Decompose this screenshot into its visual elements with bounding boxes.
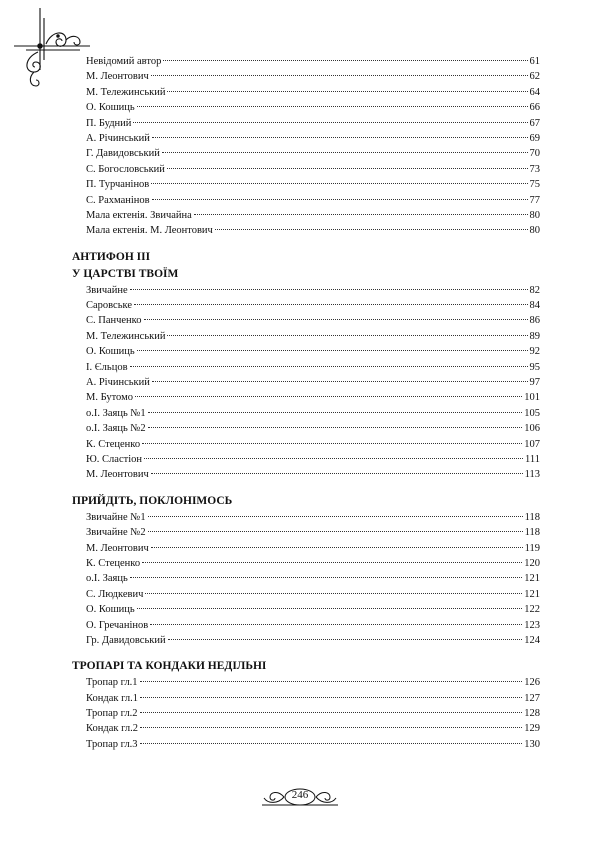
dot-leader	[167, 91, 527, 92]
dot-leader	[152, 137, 528, 138]
toc-entry-page: 124	[524, 634, 540, 646]
toc-entry-label: Кондак гл.1	[86, 692, 138, 704]
toc-entry-page: 107	[524, 438, 540, 450]
toc-entry-label: Тропар гл.3	[86, 738, 138, 750]
dot-leader	[152, 199, 528, 200]
toc-entry-page: 97	[529, 377, 540, 389]
toc-entry-page: 92	[529, 346, 540, 358]
toc-entry[interactable]	[72, 691, 540, 706]
dot-leader	[151, 473, 523, 474]
toc-entry[interactable]	[72, 452, 540, 467]
dot-leader	[140, 743, 523, 744]
toc-entry-label: Звичайне №1	[86, 511, 146, 523]
toc-entry-label: Тропар гл.2	[86, 708, 138, 720]
toc-entry-page: 86	[529, 315, 540, 327]
toc-entry-label: О. Гречанінов	[86, 619, 149, 631]
toc-entry[interactable]	[72, 85, 540, 100]
section-spacer	[72, 483, 540, 493]
section-title: ТРОПАРІ ТА КОНДАКИ НЕДІЛЬНІ	[72, 660, 267, 673]
dot-leader	[140, 712, 523, 713]
dot-leader	[140, 697, 522, 698]
toc-entry-page: 82	[529, 284, 540, 296]
dot-leader	[133, 122, 527, 123]
dot-leader	[135, 396, 522, 397]
toc-entry[interactable]	[72, 437, 540, 452]
section-title: У ЦАРСТВІ ТВОЇМ	[72, 267, 179, 280]
section-title: АНТИФОН ІІІ	[72, 250, 151, 263]
toc-section	[72, 266, 540, 483]
toc-section	[72, 658, 540, 752]
toc-entry-page: 61	[529, 56, 540, 67]
toc-entry[interactable]	[72, 587, 540, 602]
toc-entry[interactable]	[72, 100, 540, 115]
dot-leader	[130, 289, 528, 290]
toc-entry-page: 67	[529, 117, 540, 129]
toc-entry[interactable]	[72, 618, 540, 633]
toc-entry-label: С. Людкевич	[86, 588, 144, 600]
toc-entry[interactable]	[72, 344, 540, 359]
toc-entry-page: 128	[524, 708, 540, 720]
dot-leader	[150, 624, 522, 625]
toc-entry[interactable]	[72, 298, 540, 313]
toc-entry-label: А. Річинський	[86, 377, 150, 389]
toc-entry-label: Ю. Сластіон	[86, 453, 142, 465]
toc-entry-label: Саровське	[86, 300, 133, 312]
toc-entry[interactable]	[72, 675, 540, 690]
dot-leader	[168, 639, 523, 640]
dot-leader	[130, 577, 522, 578]
dot-leader	[142, 562, 522, 563]
toc-entry[interactable]	[72, 177, 540, 192]
dot-leader	[167, 168, 528, 169]
section-spacer	[72, 239, 540, 249]
toc-entry-label: П. Будний	[86, 117, 132, 129]
toc-entry-page: 73	[529, 163, 540, 175]
toc-entry-label: Мала ектенія. М. Леонтович	[86, 225, 213, 237]
toc-entry-page: 64	[529, 86, 540, 98]
toc-entry-label: М. Леонтович	[86, 542, 149, 554]
toc-entry[interactable]	[72, 146, 540, 161]
toc-entry-label: С. Панченко	[86, 315, 142, 327]
toc-entry[interactable]	[72, 375, 540, 390]
toc-entry-page: 111	[525, 453, 540, 465]
toc-entry[interactable]	[72, 421, 540, 436]
toc-entry-page: 62	[529, 71, 540, 83]
toc-entry-label: Г. Давидовський	[86, 148, 160, 160]
dot-leader	[144, 319, 528, 320]
toc-entry-label: О. Кошиць	[86, 604, 135, 616]
toc-entry-page: 129	[524, 723, 540, 735]
dot-leader	[148, 412, 523, 413]
toc-entry[interactable]	[72, 510, 540, 525]
toc-entry-page: 105	[524, 407, 540, 419]
toc-entry-label: О. Кошиць	[86, 102, 135, 114]
toc-entry-page: 126	[524, 677, 540, 689]
dot-leader	[130, 366, 528, 367]
toc-entry[interactable]	[72, 223, 540, 238]
toc-entry-page: 118	[524, 511, 540, 523]
toc-entry[interactable]	[72, 633, 540, 648]
toc-entry[interactable]	[72, 541, 540, 556]
toc-entry-label: о.І. Заяць	[86, 573, 128, 585]
toc-entry-page: 106	[524, 423, 540, 435]
toc-entry-page: 113	[524, 469, 540, 481]
toc-entry-label: Кондак гл.2	[86, 723, 138, 735]
toc-entry[interactable]	[72, 390, 540, 405]
toc-entry-page: 75	[529, 179, 540, 191]
toc-entry[interactable]	[72, 556, 540, 571]
toc-entry-page: 70	[529, 148, 540, 160]
toc-entry-page: 123	[524, 619, 540, 631]
toc-entry-label: К. Стеценко	[86, 557, 141, 569]
table-of-contents	[72, 54, 540, 752]
toc-entry-page: 120	[524, 557, 540, 569]
dot-leader	[137, 350, 528, 351]
toc-entry-label: Гр. Давидовський	[86, 634, 166, 646]
toc-entry-page: 127	[524, 692, 540, 704]
toc-entry[interactable]	[72, 162, 540, 177]
toc-entry-label: о.І. Заяць №2	[86, 423, 146, 435]
toc-entry[interactable]	[72, 467, 540, 482]
toc-entry-page: 80	[529, 225, 540, 237]
dot-leader	[148, 427, 523, 428]
toc-entry-label: К. Стеценко	[86, 438, 141, 450]
toc-entry-label: М. Тележинський	[86, 330, 166, 342]
toc-entry-label: С. Рахманінов	[86, 194, 150, 206]
dot-leader	[148, 516, 523, 517]
toc-entry-label: Звичайне №2	[86, 527, 146, 539]
toc-entry-page: 84	[529, 300, 540, 312]
toc-entry-page: 89	[529, 330, 540, 342]
section-title: ПРИЙДІТЬ, ПОКЛОНІМОСЬ	[72, 494, 233, 507]
toc-section	[72, 493, 540, 649]
toc-entry-label: Мала ектенія. Звичайна	[86, 209, 192, 221]
page-number: 246	[291, 789, 309, 801]
toc-entry-label: Тропар гл.1	[86, 677, 138, 689]
toc-entry[interactable]	[72, 116, 540, 131]
toc-entry-page: 119	[524, 542, 540, 554]
dot-leader	[194, 214, 528, 215]
dot-leader	[137, 106, 528, 107]
toc-entry-page: 121	[524, 588, 540, 600]
dot-leader	[151, 75, 528, 76]
dot-leader	[140, 681, 523, 682]
toc-entry-page: 122	[524, 604, 540, 616]
dot-leader	[162, 152, 528, 153]
toc-entry-page: 77	[529, 194, 540, 206]
toc-entry-label: М. Тележинський	[86, 86, 166, 98]
toc-entry-label: М. Леонтович	[86, 71, 149, 83]
toc-entry-label: Звичайне	[86, 284, 128, 296]
toc-entry[interactable]	[72, 283, 540, 298]
toc-entry-label: О. Кошиць	[86, 346, 135, 358]
dot-leader	[151, 183, 527, 184]
toc-entry-label: о.І. Заяць №1	[86, 407, 146, 419]
toc-entry-page: 95	[529, 361, 540, 373]
toc-entry-page: 101	[524, 392, 540, 404]
toc-entry-label: Невідомий автор	[86, 56, 162, 67]
toc-entry-page: 69	[529, 132, 540, 144]
toc-entry[interactable]	[72, 329, 540, 344]
toc-entry[interactable]	[72, 406, 540, 421]
toc-entry-label: І. Єльцов	[86, 361, 128, 373]
toc-entry-page: 80	[529, 209, 540, 221]
toc-entry-page: 121	[524, 573, 540, 585]
toc-entry-page: 130	[524, 738, 540, 750]
toc-entry[interactable]	[72, 737, 540, 752]
dot-leader	[148, 531, 523, 532]
toc-entry[interactable]	[72, 193, 540, 208]
dot-leader	[134, 304, 527, 305]
dot-leader	[151, 547, 523, 548]
dot-leader	[144, 458, 523, 459]
toc-entry[interactable]	[72, 602, 540, 617]
dot-leader	[152, 381, 528, 382]
toc-entry-label: М. Леонтович	[86, 469, 149, 481]
toc-entry[interactable]	[72, 525, 540, 540]
dot-leader	[167, 335, 527, 336]
toc-section	[72, 54, 540, 239]
toc-entry[interactable]	[72, 313, 540, 328]
section-spacer	[72, 648, 540, 658]
toc-entry[interactable]	[72, 69, 540, 84]
dot-leader	[145, 593, 522, 594]
toc-entry-label: А. Річинський	[86, 132, 150, 144]
toc-entry[interactable]	[72, 131, 540, 146]
dot-leader	[163, 60, 527, 61]
toc-entry[interactable]	[72, 360, 540, 375]
dot-leader	[140, 727, 522, 728]
toc-entry[interactable]	[72, 706, 540, 721]
toc-entry[interactable]	[72, 721, 540, 736]
dot-leader	[142, 443, 522, 444]
toc-entry-label: С. Богословський	[86, 163, 165, 175]
toc-entry-label: П. Турчанінов	[86, 179, 150, 191]
toc-entry-page: 66	[529, 102, 540, 114]
toc-entry-label: М. Бутомо	[86, 392, 133, 404]
toc-entry[interactable]	[72, 208, 540, 223]
dot-leader	[215, 229, 528, 230]
toc-entry[interactable]	[72, 571, 540, 586]
toc-entry[interactable]	[72, 54, 540, 69]
toc-entry-page: 118	[524, 527, 540, 539]
dot-leader	[137, 608, 523, 609]
